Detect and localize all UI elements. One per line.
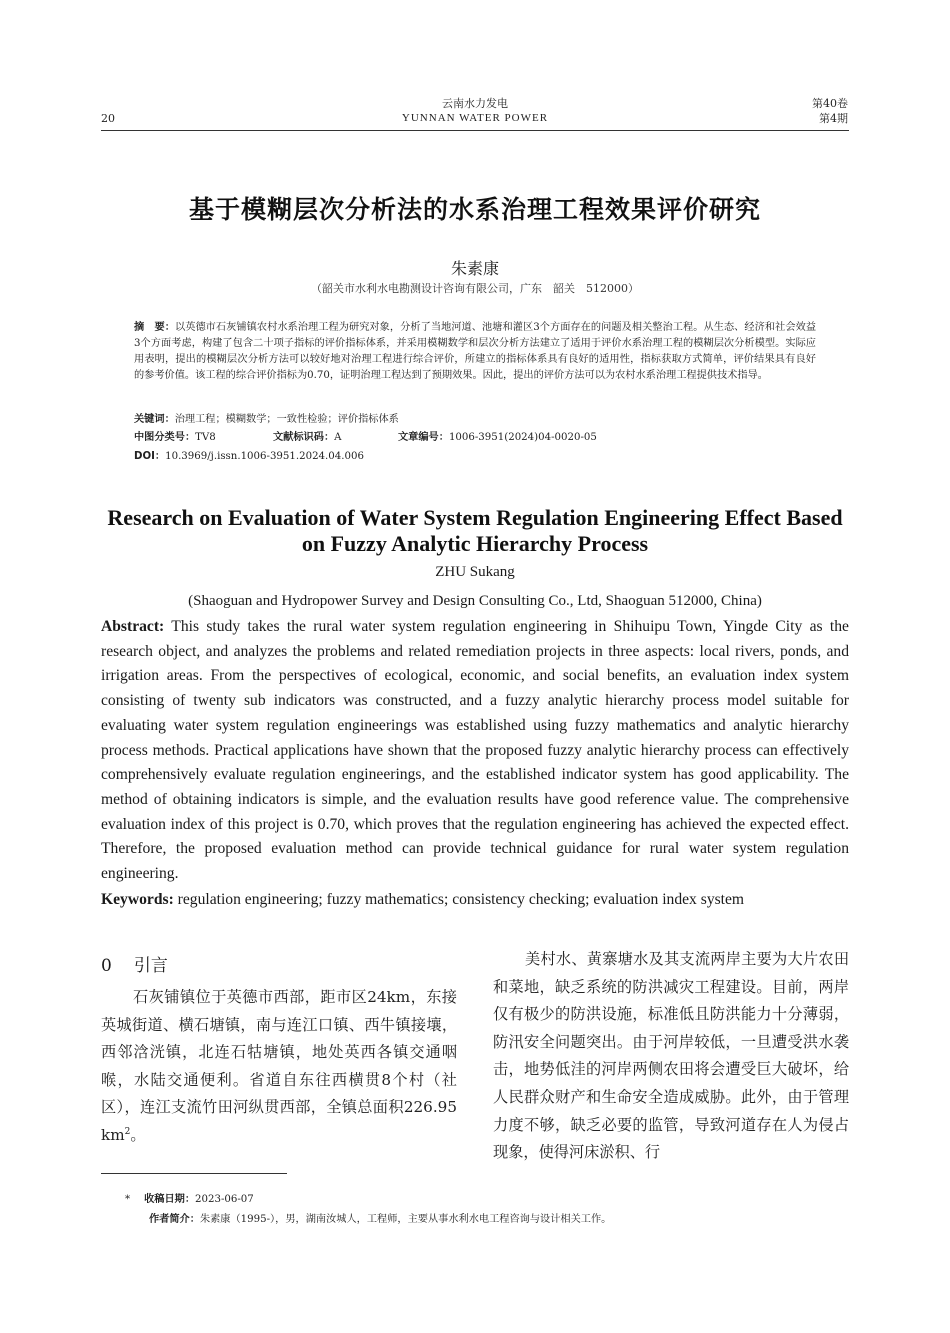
doi-label: DOI： — [134, 451, 166, 462]
doc-code-value: A — [334, 432, 342, 443]
intro-paragraph-2: 美村水、黄寨塘水及其支流两岸主要为大片农田和菜地，缺乏系统的防洪减灾工程建设。目前，两岸仅有极少的防洪设施，标准低且防洪能力十分薄弱，防汛安全问题突出。由于河岸较低，一旦遭受洪水袭击，地势低洼的河岸两侧农田将会遭受巨大破坏，给人民群众财产和生命安全造成威胁。此外，由于管理力度不够，缺乏必要的监管，导致河道存在人为侵占现象，使得河床淤积、行 — [493, 950, 849, 1162]
abstract-cn-text: 以英德市石灰铺镇农村水系治理工程为研究对象，分析了当地河道、池塘和灌区3个方面存在的问题及相关整治工程。从生态、经济和社会效益3个方面考虑，构建了包含二十项子指标的评价指标体系，并采用模糊数学和层次分析方法建立了适用于评价水系治理工程的模糊层次分析模型。实际应用表明，提出的模糊层次分析方法可以较好地对治理工程进行综合评价，所建立的指标体系具有良好的适用性，指标获取方式简单，评价结果具有良好的参考价值。该工程的综合评价指标为0.70，证明治理工程达到了预期效果。因此，提出的评价方法可以为农村水系治理工程提供技术指导。 — [134, 322, 817, 381]
section-title: 引言 — [133, 956, 168, 976]
author-info-text: 朱素康（1995-），男，湖南汝城人，工程师，主要从事水利水电工程咨询与设计相关工作。 — [199, 1214, 612, 1225]
received-date-note — [125, 1192, 254, 1208]
article-no-label: 文章编号 — [398, 432, 439, 443]
area-unit-superscript: 2 — [124, 1126, 131, 1137]
doc-code-item: 文献标识码：A — [273, 432, 342, 443]
header-divider — [101, 130, 849, 131]
page-number: 20 — [101, 112, 115, 125]
doi-value: 10.3969/j.issn.1006-3951.2024.04.006 — [165, 451, 364, 462]
body-left-column — [101, 984, 457, 1150]
received-label: 收稿日期： — [144, 1194, 196, 1205]
journal-name-cn: 云南水力发电 — [442, 97, 508, 110]
footnote-divider — [101, 1173, 287, 1174]
keywords-cn: 关键词：治理工程；模糊数学；一致性检验；评价指标体系 — [134, 414, 399, 425]
abstract-cn-label: 摘 要 — [134, 322, 165, 333]
author-en: ZHU Sukang — [435, 564, 515, 580]
article-no-value: 1006-3951(2024)04-0020-05 — [448, 432, 597, 443]
intro-paragraph-1: 石灰铺镇位于英德市西部，距市区24km，东接英城街道、横石塘镇，南与连江口镇、西牛镇接壤，西邻浛洸镇，北连石牯塘镇，地处英西各镇交通咽喉，水陆交通便利。省道自东往西横贯8个村（社区），连江支流竹田河纵贯西部，全镇总面积226.95 km — [101, 988, 457, 1144]
abstract-en — [101, 615, 849, 887]
issue: 第4期 — [819, 112, 848, 125]
keywords-en — [101, 888, 849, 912]
author-info-note — [149, 1212, 611, 1228]
author-cn: 朱素康 — [450, 259, 499, 278]
body-right-column — [493, 946, 849, 1167]
paper-title-cn: 基于模糊层次分析法的水系治理工程效果评价研究 — [188, 195, 761, 224]
abstract-cn: 摘 要：以英德市石灰铺镇农村水系治理工程为研究对象，分析了当地河道、池塘和灌区3个方面存在的问题及相关整治工程。从生态、经济和社会效益3个方面考虑，构建了包含二十项子指标的评价指标体系，并采用模糊数学和层次分析方法建立了适用于评价水系治理工程的模糊层次分析模型。实际应用表明，提出的模糊层次分析方法可以较好地对治理工程进行综合评价，所建立的指标体系具有良好的适用性，指标获取方式简单，评价结果具有良好的参考价值。该工程的综合评价指标为0.70，证明治理工程达到了预期效果。因此，提出的评价方法可以为农村水系治理工程提供技术指导。 — [134, 322, 817, 381]
keywords-cn-label: 关键词 — [134, 414, 165, 425]
keywords-cn-text: 治理工程；模糊数学；一致性检验；评价指标体系 — [174, 414, 399, 425]
footnote-star: * — [125, 1194, 131, 1205]
keywords-en-label: Keywords: — [101, 891, 174, 908]
article-no-item: 文章编号：1006-3951(2024)04-0020-05 — [398, 432, 597, 443]
keywords-en-text: regulation engineering; fuzzy mathematics; consistency checking; evaluation index system — [177, 891, 745, 908]
clc-label: 中图分类号 — [134, 432, 185, 443]
affiliation-en: (Shaoguan and Hydropower Survey and Design Consulting Co., Ltd, Shaoguan 512000, China) — [188, 593, 762, 609]
affiliation-cn: （韶关市水利水电勘测设计咨询有限公司，广东 韶关 512000） — [311, 282, 639, 295]
author-info-label: 作者简介： — [149, 1214, 200, 1225]
abstract-en-label: Abstract: — [101, 618, 165, 635]
volume-issue — [760, 96, 848, 126]
journal-name-en: YUNNAN WATER POWER — [401, 112, 549, 124]
journal-header — [300, 96, 650, 126]
received-date: 2023-06-07 — [195, 1194, 254, 1205]
abstract-en-text: This study takes the rural water system regulation engineering in Shihuipu Town, Yingde City as the research object, and analyzes the problems and related remediation projects in three aspects: local rivers, ponds, and irrigation areas. From the perspectives of ecological, economic, and social benefits, an evaluation index system consisting of twenty sub indicators was constructed, and a fuzzy analytic hierarchy process model suitable for evaluating water system regulation engineerings was established using fuzzy mathematics and analytic hierarchy process methods. Practical applications have shown that the proposed fuzzy analytic hierarchy process can effectively comprehensively evaluate regulation engineerings, and the established indicator system has good applicability. The method of obtaining indicators is simple, and the evaluation results have good reference value. The comprehensive evaluation index of this project is 0.70, which proves that the regulation engineering has achieved the expected effect. Therefore, the proposed evaluation method can provide technical guidance for rural water system regulation engineering. — [101, 618, 849, 883]
clc-value: TV8 — [195, 432, 216, 443]
doc-code-label: 文献标识码 — [273, 432, 324, 443]
section-heading — [101, 951, 168, 976]
intro-paragraph-1-end: 。 — [130, 1125, 146, 1144]
volume: 第40卷 — [812, 97, 848, 110]
section-number: 0 — [101, 956, 112, 976]
doi-line — [134, 449, 364, 465]
clc-item: 中图分类号：TV8 — [134, 432, 216, 443]
paper-title-en: Research on Evaluation of Water System Regulation Engineering Effect Based on Fuzzy Analytic Hierarchy Process — [107, 505, 843, 556]
